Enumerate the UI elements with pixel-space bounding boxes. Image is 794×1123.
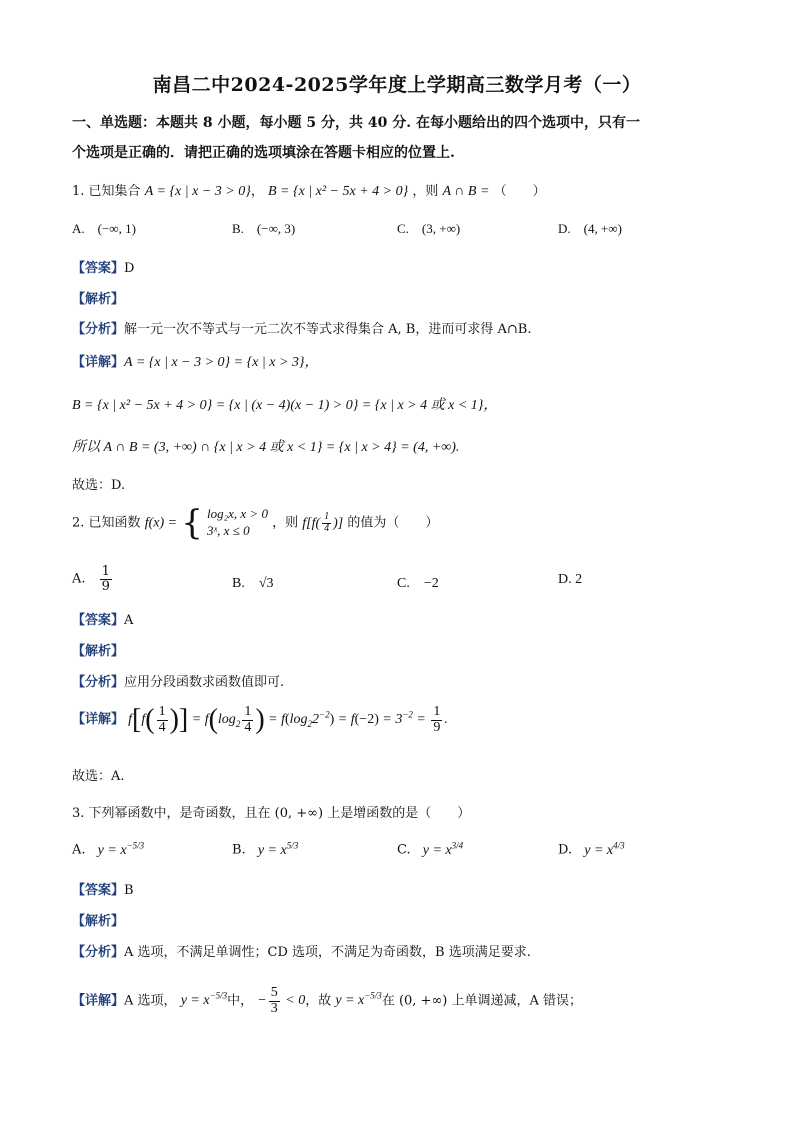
q2-fenxi (72, 671, 284, 690)
detail-inequality: − $\frac{5}{3}$ < 0 (257, 985, 306, 1016)
fraction-one-quarter: $\frac{1}{4}$ (244, 703, 252, 735)
q3-detail (72, 986, 582, 1016)
option-label: C. (397, 842, 411, 858)
detail-equation: f[f( $\frac{1}{4}$ )] = $f(\log_2$ $\frac{1}{4}$ ) = $f(\log_22^{-2}) = f(-2) = 3^{-2}$ = $\frac{1}{9}$ . (128, 703, 448, 735)
page-title: 南昌二中2024-2025学年度上学期高三数学月考（一） (152, 74, 642, 96)
q1-option-b: B. (−∞, 3) (232, 221, 296, 236)
option-label: A. (72, 842, 86, 858)
question-text-then: ，则 (272, 515, 299, 531)
q3-option-c (397, 840, 463, 859)
xiangjie-label: 【详解】 (72, 993, 125, 1009)
q2-detail (72, 704, 448, 736)
fenxi-text: 应用分段函数求函数值即可. (124, 675, 285, 690)
answer-value: D (124, 261, 135, 276)
detail-text-c: ，故 (305, 993, 332, 1009)
fenxi-label: 【分析】 (72, 322, 125, 337)
question-text: 下列幂函数中，是奇函数，且在 (0, +∞) 上是增函数的是（ ） (88, 806, 471, 821)
question-number: 1. (72, 184, 85, 199)
answer-paren: （ ） (493, 184, 546, 199)
q2-option-c: C. −2 (397, 576, 439, 591)
question-text-value: 的值为（ ） (347, 515, 439, 531)
detail-formula: $y = x^{-5/3}$ (335, 990, 382, 1009)
q2-option-a (72, 565, 114, 593)
question-text: 已知集合 (88, 184, 141, 199)
piecewise-cases (207, 506, 268, 540)
q1-fenxi (72, 318, 531, 337)
q3-option-a (72, 840, 144, 859)
answer-label: 【答案】 (72, 883, 125, 898)
q1-detail-1 (72, 351, 319, 371)
q1-answer (72, 257, 134, 276)
question-number: 2. (72, 515, 85, 531)
fenxi-label: 【分析】 (72, 675, 125, 690)
detail-text-d: 在 (0, +∞) 上单调递减，A 错误； (381, 993, 582, 1009)
q2-analysis-label: 【解析】 (72, 644, 125, 659)
option-formula: $y = x^{-5/3}$ (97, 840, 145, 858)
q3-analysis-label: 【解析】 (72, 914, 125, 929)
xiangjie-label: 【详解】 (72, 355, 125, 370)
detail-text-b: 中， (227, 993, 254, 1009)
detail-step: A = {x | x − 3 > 0} = {x | x > 3}， (124, 355, 319, 370)
section-header-line2: 个选项是正确的．请把正确的选项填涂在答题卡相应的位置上. (72, 145, 455, 161)
fraction-one-ninth: $\frac{1}{9}$ (101, 564, 110, 594)
q1-option-d: D. (4, +∞) (558, 221, 622, 236)
detail-formula: $y = x^{-5/3}$ (180, 990, 228, 1009)
question-2-stem (72, 503, 439, 543)
case-nonpositive: 3ˣ, x ≤ 0 (207, 523, 250, 538)
q1-analysis-label: 【解析】 (72, 292, 125, 307)
option-label: B. (232, 842, 246, 858)
left-brace: { (181, 503, 203, 543)
question-text: 已知函数 (88, 515, 141, 531)
q3-answer (72, 879, 134, 898)
xiangjie-label: 【详解】 (72, 712, 125, 728)
answer-label: 【答案】 (72, 613, 125, 628)
fenxi-text: A 选项，不满足单调性；CD 选项，不满足为奇函数，B 选项满足要求. (124, 945, 531, 960)
q2-option-d: D. 2 (558, 572, 583, 587)
q2-conclusion: 故选：A. (72, 769, 125, 784)
fraction-five-thirds: $\frac{5}{3}$ (270, 985, 278, 1016)
q3-option-d (558, 840, 625, 859)
q1-option-a: A. (−∞, 1) (72, 221, 136, 236)
case-positive: log₂x, x > 0 (207, 506, 268, 522)
question-3-stem (72, 802, 470, 821)
fenxi-label: 【分析】 (72, 945, 125, 960)
question-number: 3. (72, 806, 85, 821)
section-header-line1: 一、单选题：本题共 8 小题，每小题 5 分，共 40 分. 在每小题给出的四个选项中，只有一 (72, 115, 640, 131)
fraction-one-quarter: $\frac{1}{4}$ (158, 703, 166, 735)
q1-detail-2: B = {x | x² − 5x + 4 > 0} = {x | (x − 4)(x − 1) > 0} = {x | x > 4 或 x < 1}， (72, 398, 498, 413)
intersection-expression: A ∩ B = (442, 184, 490, 199)
option-label: D. (558, 842, 573, 858)
q1-conclusion: 故选：D. (72, 478, 126, 493)
fenxi-text: 解一元一次不等式与一元二次不等式求得集合 A, B，进而可求得 A∩B. (124, 322, 532, 337)
composite-expression: f[f( $\frac{1}{4}$ )] (302, 511, 344, 534)
answer-value: A (124, 613, 134, 628)
question-1-stem: 1. 已知集合 A = {x | x − 3 > 0}， B = {x | x² − 5x + 4 > 0} ，则 A ∩ B = （ ） (72, 184, 546, 199)
answer-value: B (124, 883, 134, 898)
detail-text-a: A 选项， (124, 993, 177, 1009)
question-text-then: ，则 (412, 184, 439, 199)
q1-detail-3: 所以 A ∩ B = (3, +∞) ∩ {x | x > 4 或 x < 1} = {x | x > 4} = (4, +∞). (72, 440, 460, 455)
option-formula: $y = x^{3/4}$ (422, 840, 464, 858)
fraction-one-ninth: $\frac{1}{9}$ (433, 703, 441, 735)
answer-label: 【答案】 (72, 261, 125, 276)
q3-option-b (232, 840, 298, 859)
fraction-one-quarter: $\frac{1}{4}$ (324, 511, 330, 534)
function-name: f(x) = (144, 515, 178, 531)
q3-fenxi (72, 941, 531, 960)
q2-option-b: B. √3 (232, 576, 274, 591)
set-b-definition: B = {x | x² − 5x + 4 > 0} (267, 184, 409, 199)
option-label: A. (72, 571, 86, 587)
option-formula: $y = x^{5/3}$ (257, 840, 299, 858)
option-formula: $y = x^{4/3}$ (584, 840, 625, 858)
q2-answer (72, 609, 133, 628)
q1-option-c: C. (3, +∞) (397, 221, 461, 236)
set-a-definition: A = {x | x − 3 > 0} (144, 184, 251, 199)
